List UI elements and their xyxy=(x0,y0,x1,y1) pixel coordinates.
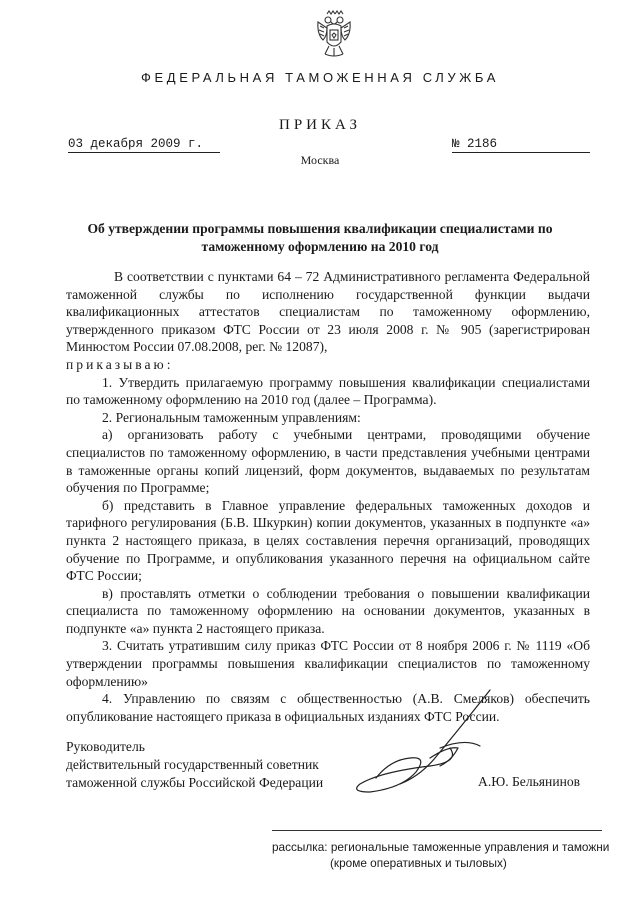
signatory-line-3: таможенной службы Российской Федерации xyxy=(66,775,324,790)
document-body xyxy=(66,268,590,725)
order-number: № 2186 xyxy=(452,137,590,153)
signatory-line-2: действительный государственный советник xyxy=(66,757,319,772)
mailing-list xyxy=(272,839,610,871)
signer-name: А.Ю. Бельянинов xyxy=(478,774,581,789)
mailing-line-2: (кроме оперативных и тыловых) xyxy=(330,856,507,870)
paragraph-3: 3. Считать утратившим силу приказ ФТС России от 8 ноября 2006 г. № 1119 «Об утверждении программы повышения квалификации специалистов по таможенному оформлению» xyxy=(66,638,590,689)
paragraph-4: 4. Управлению по связям с общественностью (А.В. Смеляков) обеспечить опубликование настоящего приказа в официальных изданиях ФТС России. xyxy=(66,691,590,724)
paragraph-2v: в) проставлять отметки о соблюдении требования о повышении квалификации специалиста по таможенному оформлению на основании документов, указанных в подпункте «а» пункта 2 настоящего приказа. xyxy=(66,585,590,636)
mailing-divider xyxy=(272,830,602,831)
mailing-line-1: рассылка: региональные таможенные управления и таможни xyxy=(272,840,610,854)
paragraph-2: 2. Региональным таможенным управлениям: xyxy=(102,409,361,425)
order-date: 03 декабря 2009 г. xyxy=(68,137,220,153)
paragraph-1: 1. Утвердить прилагаемую программу повышения квалификации специалистами по таможенному оформлению на 2010 год (далее – Программа). xyxy=(66,374,590,408)
prikazyvayu-word: приказываю: xyxy=(66,356,174,372)
preamble-paragraph: В соответствии с пунктами 64 – 72 Административного регламента Федеральной таможенной службы по исполнению государственной функции выдачи квалификационных аттестатов специалистам по таможенному оформлению, утвержденного приказом ФТС России от 23 июля 2008 г. № 905 (зарегистрирован Минюстом России 07.08.2008, рег. № 12087), приказываю: xyxy=(66,269,590,372)
signatory-title xyxy=(66,738,366,792)
city: Москва xyxy=(300,153,340,167)
document-type: ПРИКАЗ xyxy=(279,117,361,133)
document-title: Об утверждении программы повышения квалификации специалистами по таможенному оформлению на 2010 год xyxy=(87,221,553,254)
paragraph-2b: б) представить в Главное управление федеральных таможенных доходов и тарифного регулирования (Б.В. Шкуркин) копии документов, указанных в подпункте «а» пункта 2 настоящего приказа, в целях составления перечня организаций, проводящих обучение по Программе, и опубликования указанного перечня на официальном сайте ФТС России; xyxy=(66,497,590,584)
signatory-line-1: Руководитель xyxy=(66,739,145,754)
paragraph-2a: а) организовать работу с учебными центрами, проводящими обучение специалистов по таможенному оформлению, в части представления учебными центрами в таможенные органы копий лицензий, форм документов, выдаваемых по результатам обучения по Программе; xyxy=(66,427,590,496)
agency-name: ФЕДЕРАЛЬНАЯ ТАМОЖЕННАЯ СЛУЖБА xyxy=(141,70,499,85)
coat-of-arms-icon xyxy=(315,8,353,60)
